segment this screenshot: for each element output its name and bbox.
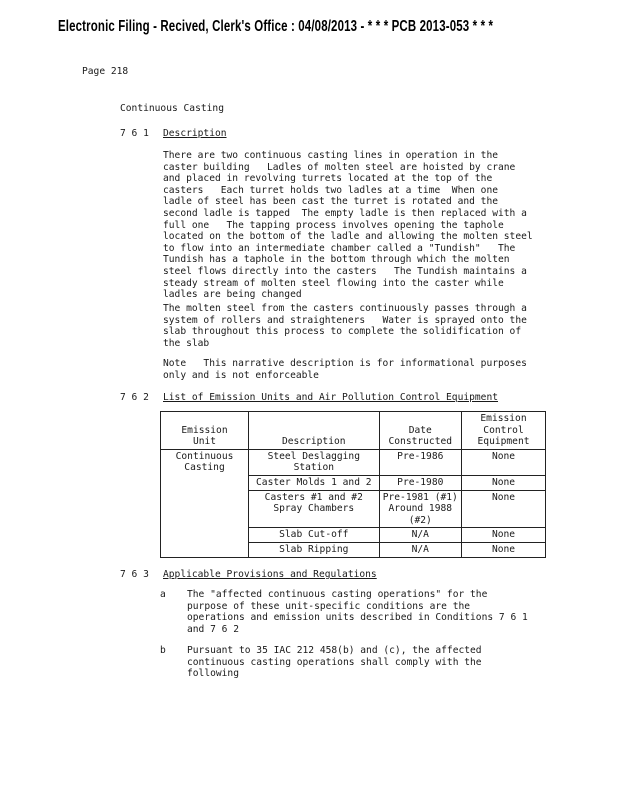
cell-line: N/A <box>411 543 429 555</box>
cell-line: Around 1988 <box>388 503 453 515</box>
paragraph-line: slab throughout this process to complete the solidification of <box>163 326 522 338</box>
provision-marker-a: a <box>160 589 166 600</box>
table-header-row <box>161 412 546 450</box>
paragraph-line: steel flows directly into the casters The Tundish maintains a <box>163 265 527 277</box>
cell-emission-unit <box>161 528 249 543</box>
cell-date-constructed <box>379 528 462 543</box>
cell-line: Pre-1986 <box>397 450 444 462</box>
provision-line: and 7 6 2 <box>187 623 239 635</box>
cell-emission-unit <box>161 542 249 557</box>
paragraph-line: casters Each turret holds two ladles at a time When one <box>163 184 499 196</box>
cell-line: (#2) <box>408 514 432 526</box>
cell-line: Slab Cut-off <box>279 529 349 541</box>
provision-line: purpose of these unit-specific conditions are the <box>187 600 471 612</box>
paragraph-line: ladle of steel has been cast the turret is rotated and the <box>163 196 499 208</box>
filing-header: Electronic Filing - Recived, Clerk's Office : 04/08/2013 - * * * PCB 2013-053 * * * <box>58 18 494 35</box>
table-row <box>161 475 546 490</box>
informational-note <box>163 358 543 381</box>
header-description <box>249 412 380 450</box>
note-line: only and is not enforceable <box>163 369 319 381</box>
provision-item-b <box>160 645 546 685</box>
table-row <box>161 528 546 543</box>
cell-line: None <box>491 543 516 555</box>
cell-line: Casters #1 and #2 <box>264 491 363 503</box>
paragraph-line: to flow into an intermediate chamber called a "Tundish" The <box>163 242 516 254</box>
header-control-equipment <box>462 412 546 450</box>
provision-line: continuous casting operations shall comply with the <box>187 656 482 668</box>
table-row <box>161 449 546 475</box>
provision-line: operations and emission units described in Conditions 7 6 1 <box>187 612 528 624</box>
cell-line: Station <box>293 462 334 474</box>
cell-emission-unit <box>161 449 249 475</box>
paragraph-line: Tundish has a taphole in the bottom through which the molten <box>163 254 510 266</box>
header-line: Emission <box>181 424 228 436</box>
paragraph-line: full one The tapping process involves opening the taphole <box>163 219 504 231</box>
table-row <box>161 542 546 557</box>
cell-line: Pre-1981 (#1) <box>382 491 458 503</box>
paragraph-line: system of rollers and straighteners Water is sprayed onto the <box>163 314 527 326</box>
cell-line: Steel Deslagging <box>267 450 360 462</box>
cell-line: None <box>491 476 516 488</box>
page-number: Page 218 <box>82 66 129 77</box>
cell-line: Slab Ripping <box>279 543 349 555</box>
header-line: Unit <box>192 436 217 448</box>
section-761-number: 7 6 1 <box>120 128 149 139</box>
header-line: Equipment <box>477 436 530 448</box>
emission-units-table <box>160 411 546 558</box>
cell-control-equipment <box>462 542 546 557</box>
description-paragraph-2 <box>163 303 543 349</box>
cell-line: None <box>491 450 516 462</box>
cell-description <box>249 449 380 475</box>
cell-date-constructed <box>379 490 462 528</box>
section-763-number: 7 6 3 <box>120 569 149 580</box>
paragraph-line: caster building Ladles of molten steel are hoisted by crane <box>163 161 516 173</box>
cell-line: Casting <box>184 462 225 474</box>
cell-line: None <box>491 529 516 541</box>
provision-line: Pursuant to 35 IAC 212 458(b) and (c), the affected <box>187 645 482 656</box>
paragraph-line: steady stream of molten steel flowing into the caster while <box>163 277 504 289</box>
cell-emission-unit <box>161 475 249 490</box>
cell-description <box>249 475 380 490</box>
table-row <box>161 490 546 528</box>
cell-description <box>249 542 380 557</box>
paragraph-line: the slab <box>163 337 210 349</box>
cell-line: Continuous <box>175 450 234 462</box>
paragraph-line: located on the bottom of the ladle and allowing the molten steel <box>163 231 533 243</box>
header-emission-unit <box>161 412 249 450</box>
cell-control-equipment <box>462 528 546 543</box>
provision-line: The "affected continuous casting operations" for the <box>187 589 488 600</box>
paragraph-line: and placed in revolving turrets located at the top of the <box>163 173 493 185</box>
cell-control-equipment <box>462 475 546 490</box>
cell-emission-unit <box>161 490 249 528</box>
section-763-heading: Applicable Provisions and Regulations <box>163 569 377 580</box>
cell-line: Caster Molds 1 and 2 <box>256 476 372 488</box>
provision-item-a <box>160 589 546 639</box>
cell-date-constructed <box>379 542 462 557</box>
paragraph-line: second ladle is tapped The empty ladle is then replaced with a <box>163 207 527 219</box>
cell-line: N/A <box>411 529 429 541</box>
header-line: Control <box>483 424 524 436</box>
header-line: Description <box>282 436 346 448</box>
cell-line: None <box>491 491 516 503</box>
note-line: Note This narrative description is for informational purposes <box>163 358 527 369</box>
provision-line: following <box>187 668 239 680</box>
header-date-constructed <box>379 412 462 450</box>
description-paragraph-1 <box>163 150 543 301</box>
paragraph-line: The molten steel from the casters continuously passes through a <box>163 303 527 314</box>
provision-marker-b: b <box>160 645 166 656</box>
cell-control-equipment <box>462 490 546 528</box>
cell-date-constructed <box>379 475 462 490</box>
header-line: Date <box>408 424 432 436</box>
header-line: Emission <box>480 413 527 424</box>
cell-description <box>249 528 380 543</box>
paragraph-line: There are two continuous casting lines in operation in the <box>163 150 499 161</box>
cell-line: Pre-1980 <box>397 476 444 488</box>
header-line: Constructed <box>388 436 453 448</box>
section-762-heading: List of Emission Units and Air Pollution Control Equipment <box>163 392 499 403</box>
section-761-heading: Description <box>163 128 227 139</box>
cell-date-constructed <box>379 449 462 475</box>
section-title: Continuous Casting <box>120 103 224 114</box>
section-762-number: 7 6 2 <box>120 392 149 403</box>
cell-control-equipment <box>462 449 546 475</box>
cell-line: Spray Chambers <box>273 503 355 515</box>
paragraph-line: ladles are being changed <box>163 289 302 301</box>
cell-description <box>249 490 380 528</box>
